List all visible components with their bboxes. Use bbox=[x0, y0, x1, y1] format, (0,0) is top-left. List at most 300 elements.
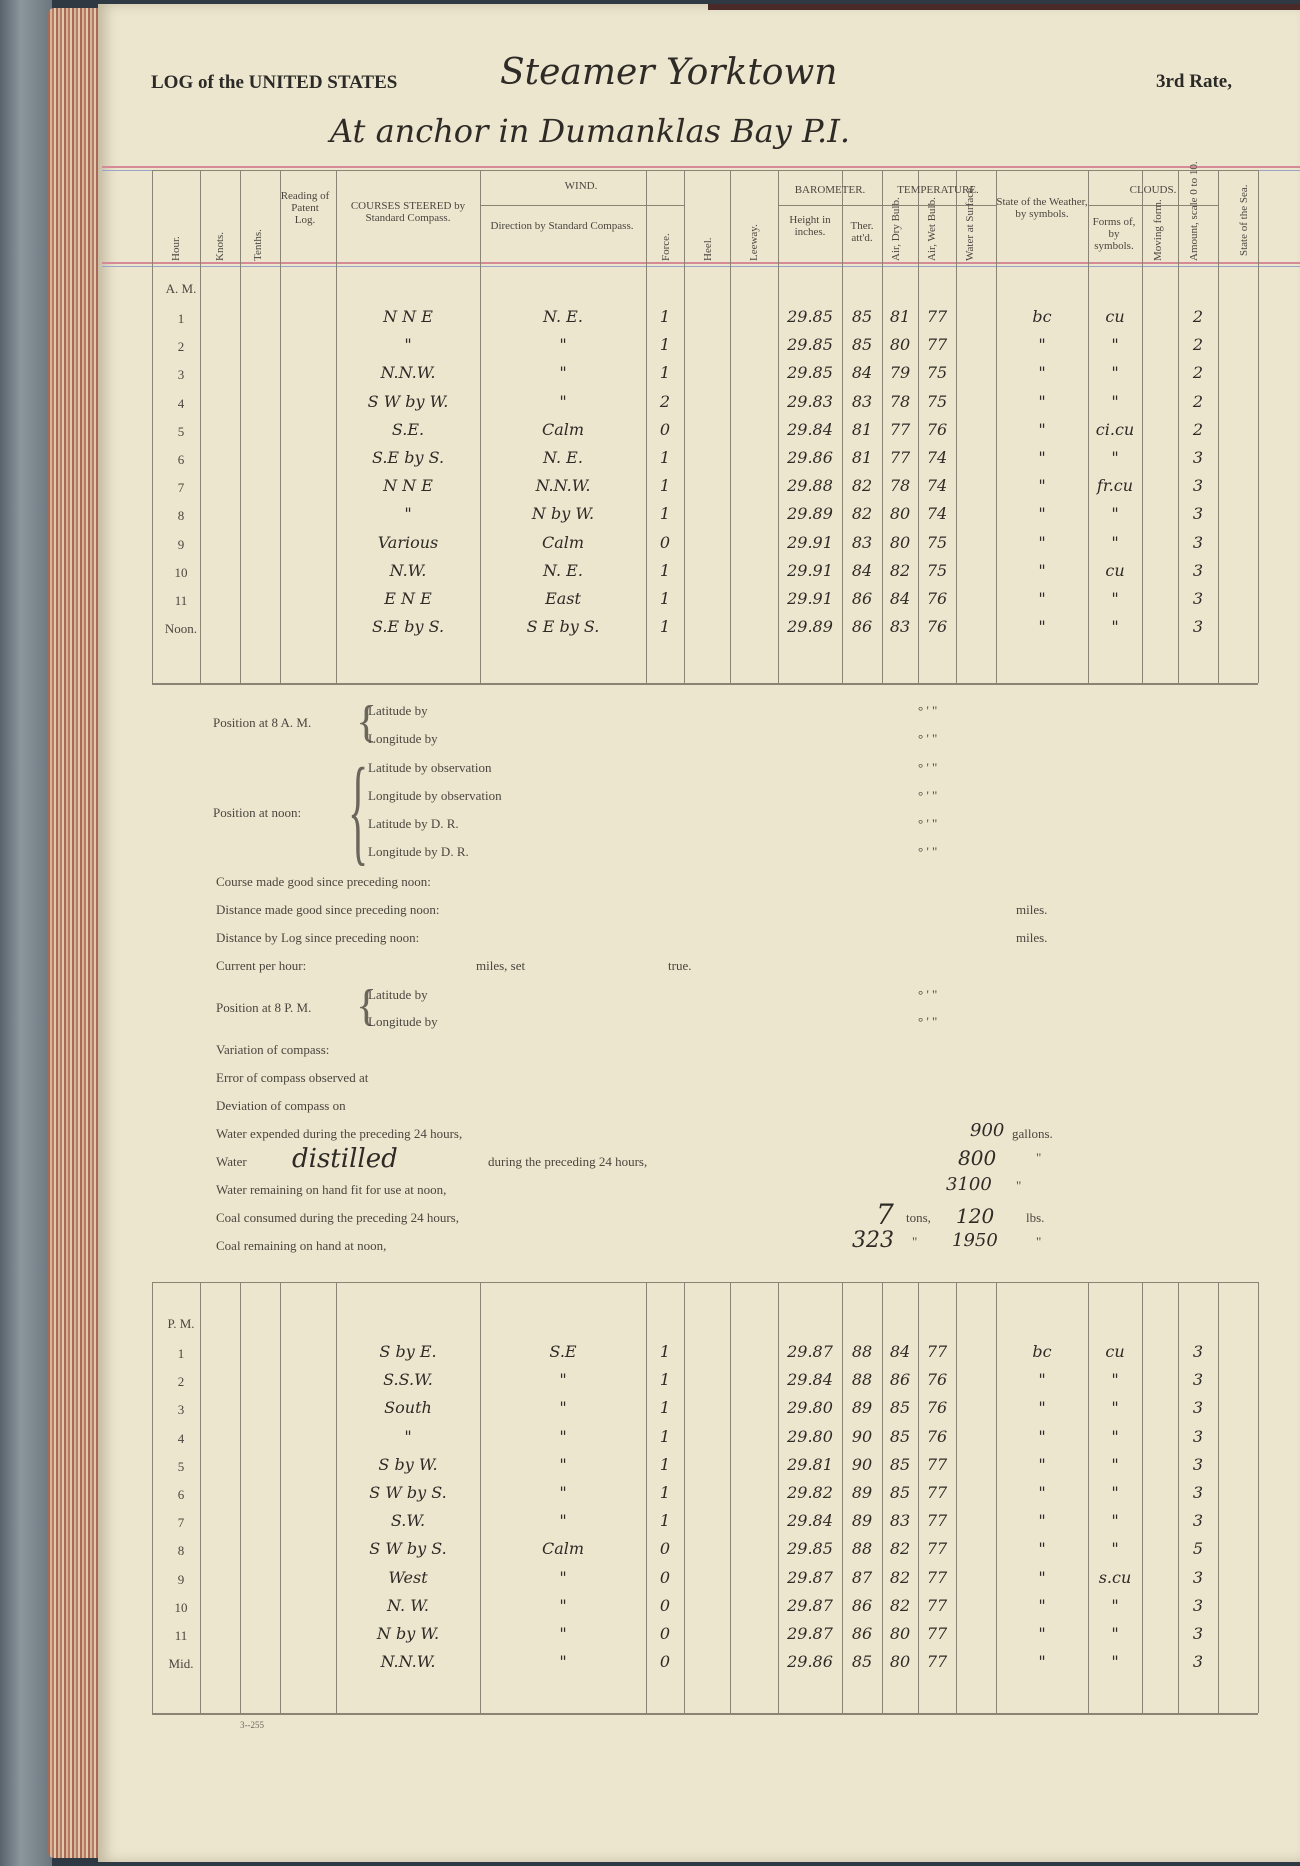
pm-weather-cell: " bbox=[1038, 1511, 1046, 1531]
column-rule bbox=[1258, 1282, 1259, 1713]
pm-weather-cell: " bbox=[1038, 1483, 1046, 1502]
am-wind-dir-cell: Calm bbox=[541, 532, 585, 552]
pm-course-cell: West bbox=[388, 1567, 428, 1587]
pm-course-cell: S.S.W. bbox=[383, 1370, 433, 1390]
pm-baro-cell: 29.87 bbox=[787, 1567, 833, 1587]
am-ther-cell: 81 bbox=[851, 419, 873, 439]
coal-consumed-tons: 7 bbox=[876, 1198, 894, 1231]
coal-lbs-unit: lbs. bbox=[1026, 1210, 1045, 1225]
am-dry-cell: 84 bbox=[889, 589, 911, 608]
pm-amount-cell: 3 bbox=[1192, 1426, 1204, 1446]
column-rule bbox=[280, 170, 281, 683]
pm-force-cell: 0 bbox=[659, 1595, 671, 1615]
pos-8am-lon: Longitude by bbox=[368, 731, 438, 746]
am-force-cell: 1 bbox=[659, 589, 671, 608]
am-hour-label: Noon. bbox=[164, 621, 198, 637]
pm-weather-cell: " bbox=[1038, 1652, 1046, 1672]
am-forms-cell: " bbox=[1111, 617, 1119, 637]
pm-force-cell: 0 bbox=[659, 1567, 671, 1587]
pm-wet-cell: 77 bbox=[926, 1454, 948, 1474]
am-ther-cell: 83 bbox=[851, 532, 873, 552]
col-patent-log: Reading of Patent Log. bbox=[280, 190, 330, 226]
am-weather-cell: " bbox=[1038, 448, 1046, 467]
pm-weather-cell: " bbox=[1038, 1426, 1046, 1446]
am-dry-cell: 78 bbox=[889, 476, 911, 496]
am-amount-cell: 2 bbox=[1192, 363, 1204, 383]
am-wind-dir-cell: East bbox=[545, 589, 581, 608]
pm-force-cell: 1 bbox=[659, 1483, 671, 1502]
am-weather-cell: " bbox=[1038, 532, 1046, 552]
col-heel: Heel. bbox=[702, 237, 714, 261]
am-wind-dir-cell: N. E. bbox=[543, 448, 583, 467]
pm-wet-cell: 76 bbox=[926, 1426, 948, 1446]
am-force-cell: 0 bbox=[659, 532, 671, 552]
pm-dry-cell: 82 bbox=[889, 1539, 911, 1559]
am-hour-label: 3 bbox=[177, 367, 185, 383]
am-dry-cell: 77 bbox=[889, 419, 911, 439]
deg-lat-obs: ° ' " bbox=[918, 760, 938, 775]
col-wind: WIND. bbox=[564, 180, 598, 192]
blue-rule-header bbox=[102, 266, 1300, 267]
am-dry-cell: 79 bbox=[889, 363, 911, 383]
current-miles: miles, set bbox=[476, 958, 526, 973]
pm-wind-dir-cell: Calm bbox=[541, 1539, 585, 1559]
water-label: Water bbox=[216, 1154, 247, 1169]
pm-amount-cell: 3 bbox=[1192, 1624, 1204, 1643]
pos-8am-lat: Latitude by bbox=[368, 703, 428, 718]
am-wet-cell: 75 bbox=[926, 532, 948, 552]
am-hour-label: 1 bbox=[177, 311, 185, 326]
col-cloud-amount: Amount, scale 0 to 10. bbox=[1188, 161, 1200, 261]
pm-weather-cell: " bbox=[1038, 1595, 1046, 1615]
am-force-cell: 1 bbox=[659, 560, 671, 580]
am-course-cell: " bbox=[404, 335, 412, 355]
pos-8pm-lon: Longitude by bbox=[368, 1014, 438, 1029]
am-wet-cell: 77 bbox=[926, 307, 948, 326]
am-wind-dir-cell: " bbox=[559, 363, 567, 383]
am-weather-cell: " bbox=[1038, 391, 1046, 411]
am-forms-cell: ci.cu bbox=[1095, 419, 1135, 439]
am-wind-dir-cell: Calm bbox=[541, 419, 585, 439]
am-amount-cell: 3 bbox=[1192, 617, 1204, 637]
am-amount-cell: 3 bbox=[1192, 560, 1204, 580]
pm-force-cell: 0 bbox=[659, 1652, 671, 1672]
pm-amount-cell: 3 bbox=[1192, 1511, 1204, 1531]
column-rule bbox=[996, 170, 997, 683]
deg-8pm-lon: ° ' " bbox=[918, 1014, 938, 1029]
am-forms-cell: " bbox=[1111, 589, 1119, 608]
pm-weather-cell: " bbox=[1038, 1398, 1046, 1418]
am-course-cell: E N E bbox=[384, 589, 432, 608]
deg-8am-lon: ° ' " bbox=[918, 731, 938, 746]
am-baro-cell: 29.88 bbox=[787, 476, 833, 496]
am-baro-cell: 29.89 bbox=[787, 617, 833, 637]
am-dry-cell: 77 bbox=[889, 448, 911, 467]
am-wind-dir-cell: " bbox=[559, 391, 567, 411]
lon-dr-label: Longitude by D. R. bbox=[368, 844, 469, 859]
pm-hour-label: 11 bbox=[174, 1628, 188, 1643]
pm-forms-cell: " bbox=[1111, 1511, 1119, 1531]
coal-consumed-lbs: 120 bbox=[956, 1204, 995, 1228]
am-amount-cell: 2 bbox=[1192, 419, 1204, 439]
red-rule-top bbox=[102, 166, 1300, 168]
col-force: Force. bbox=[660, 233, 672, 261]
deviation-label: Deviation of compass on bbox=[216, 1098, 346, 1113]
deg-lon-obs: ° ' " bbox=[918, 788, 938, 803]
pm-forms-cell: " bbox=[1111, 1483, 1119, 1502]
am-ther-cell: 86 bbox=[851, 617, 873, 637]
am-ther-cell: 82 bbox=[851, 504, 873, 524]
pm-force-cell: 0 bbox=[659, 1624, 671, 1643]
am-wet-cell: 75 bbox=[926, 363, 948, 383]
am-hour-label: 9 bbox=[177, 536, 185, 552]
pm-dry-cell: 84 bbox=[889, 1342, 911, 1361]
pm-weather-cell: " bbox=[1038, 1539, 1046, 1559]
am-baro-cell: 29.91 bbox=[787, 560, 833, 580]
column-rule bbox=[1258, 170, 1259, 683]
am-amount-cell: 3 bbox=[1192, 476, 1204, 496]
col-air-wet: Air, Wet Bulb. bbox=[926, 197, 938, 261]
am-force-cell: 1 bbox=[659, 307, 671, 326]
am-ther-cell: 84 bbox=[851, 560, 873, 580]
water-remaining-label: Water remaining on hand fit for use at noon, bbox=[216, 1182, 447, 1197]
pm-wind-dir-cell: " bbox=[559, 1567, 567, 1587]
am-dry-cell: 83 bbox=[889, 617, 911, 637]
pm-weather-cell: " bbox=[1038, 1454, 1046, 1474]
pm-amount-cell: 3 bbox=[1192, 1454, 1204, 1474]
am-dry-cell: 78 bbox=[889, 391, 911, 411]
brace-8pm: { bbox=[356, 981, 378, 1030]
pm-hour-label: 3 bbox=[177, 1402, 185, 1418]
deg-8am-lat: ° ' " bbox=[918, 703, 938, 718]
column-rule bbox=[778, 1282, 779, 1713]
column-rule bbox=[240, 1282, 241, 1713]
pm-ther-cell: 85 bbox=[851, 1652, 873, 1672]
distance-log-label: Distance by Log since preceding noon: bbox=[216, 930, 420, 945]
pm-hour-label: 7 bbox=[177, 1515, 185, 1531]
pm-dry-cell: 85 bbox=[889, 1454, 911, 1474]
rate-text: 3rd Rate, bbox=[1156, 71, 1232, 92]
am-wet-cell: 75 bbox=[926, 560, 948, 580]
pm-dry-cell: 86 bbox=[889, 1370, 911, 1390]
col-ther-att: Ther. att'd. bbox=[850, 220, 874, 244]
pm-hour-label: 8 bbox=[177, 1543, 185, 1559]
pm-hour-label: 6 bbox=[177, 1487, 185, 1502]
am-forms-cell: " bbox=[1111, 448, 1119, 467]
pm-wet-cell: 77 bbox=[926, 1483, 948, 1502]
am-dry-cell: 80 bbox=[889, 504, 911, 524]
col-clouds: CLOUDS. bbox=[1129, 184, 1177, 196]
water-gallons: gallons. bbox=[1012, 1126, 1053, 1141]
pm-forms-cell: cu bbox=[1105, 1342, 1125, 1361]
pm-wet-cell: 77 bbox=[926, 1595, 948, 1615]
water-distilled-ditto: " bbox=[1036, 1150, 1042, 1165]
red-rule-header bbox=[102, 262, 1300, 264]
pm-course-cell: S W by S. bbox=[369, 1539, 447, 1559]
column-rule bbox=[480, 170, 481, 683]
am-dry-cell: 82 bbox=[889, 560, 911, 580]
water-remaining-value: 3100 bbox=[946, 1174, 992, 1195]
pm-forms-cell: " bbox=[1111, 1370, 1119, 1390]
coal-remaining-ditto: " bbox=[912, 1234, 918, 1249]
pm-wind-dir-cell: " bbox=[559, 1624, 567, 1643]
pm-forms-cell: " bbox=[1111, 1595, 1119, 1615]
pm-dry-cell: 82 bbox=[889, 1567, 911, 1587]
am-baro-cell: 29.83 bbox=[787, 391, 833, 411]
am-weather-cell: " bbox=[1038, 560, 1046, 580]
am-wet-cell: 74 bbox=[926, 448, 948, 467]
pm-ther-cell: 86 bbox=[851, 1595, 873, 1615]
am-amount-cell: 2 bbox=[1192, 335, 1204, 355]
form-number: 3--255 bbox=[240, 1720, 264, 1730]
variation-label: Variation of compass: bbox=[216, 1042, 330, 1057]
column-rule bbox=[730, 1282, 731, 1713]
pm-force-cell: 1 bbox=[659, 1370, 671, 1390]
rate-label bbox=[1156, 70, 1232, 93]
am-weather-cell: " bbox=[1038, 504, 1046, 524]
pm-baro-cell: 29.82 bbox=[787, 1483, 833, 1502]
am-baro-cell: 29.91 bbox=[787, 589, 833, 608]
pm-dry-cell: 80 bbox=[889, 1624, 911, 1643]
current-true: true. bbox=[668, 958, 692, 973]
pm-weather-cell: bc bbox=[1032, 1342, 1052, 1361]
water-expended-value: 900 bbox=[970, 1120, 1005, 1141]
am-amount-cell: 3 bbox=[1192, 448, 1204, 467]
pm-baro-cell: 29.87 bbox=[787, 1342, 833, 1361]
pm-wind-dir-cell: " bbox=[559, 1426, 567, 1446]
coal-tons-unit: tons, bbox=[906, 1210, 931, 1225]
am-amount-cell: 3 bbox=[1192, 504, 1204, 524]
pm-force-cell: 1 bbox=[659, 1511, 671, 1531]
pm-amount-cell: 3 bbox=[1192, 1342, 1204, 1361]
pos-8pm-lat: Latitude by bbox=[368, 987, 428, 1002]
pm-baro-cell: 29.86 bbox=[787, 1652, 833, 1672]
pm-forms-cell: " bbox=[1111, 1652, 1119, 1672]
col-tenths: Tenths. bbox=[252, 229, 264, 261]
pm-dry-cell: 85 bbox=[889, 1483, 911, 1502]
pm-ther-cell: 89 bbox=[851, 1483, 873, 1502]
am-dry-cell: 80 bbox=[889, 335, 911, 355]
coal-remaining-ditto-2: " bbox=[1036, 1234, 1042, 1249]
am-wind-dir-cell: N. E. bbox=[543, 560, 583, 580]
am-force-cell: 1 bbox=[659, 504, 671, 524]
am-force-cell: 0 bbox=[659, 419, 671, 439]
am-ther-cell: 81 bbox=[851, 448, 873, 467]
pos-8am-label: Position at 8 A. M. bbox=[213, 715, 312, 730]
pm-label: P. M. bbox=[167, 1316, 195, 1331]
column-rule bbox=[480, 1282, 481, 1713]
wind-subheader-rule bbox=[480, 205, 684, 206]
am-forms-cell: " bbox=[1111, 335, 1119, 355]
brace-noon: { bbox=[348, 743, 369, 876]
pm-ther-cell: 90 bbox=[851, 1426, 873, 1446]
am-baro-cell: 29.86 bbox=[787, 448, 833, 467]
coal-remaining-label: Coal remaining on hand at noon, bbox=[216, 1238, 387, 1253]
pm-baro-cell: 29.80 bbox=[787, 1426, 833, 1446]
baro-subheader-rule bbox=[778, 205, 882, 206]
pm-force-cell: 1 bbox=[659, 1426, 671, 1446]
am-wet-cell: 74 bbox=[926, 476, 948, 496]
am-weather-cell: bc bbox=[1032, 307, 1052, 326]
am-hour-label: 5 bbox=[177, 423, 185, 439]
pm-wet-cell: 76 bbox=[926, 1370, 948, 1390]
current-label: Current per hour: bbox=[216, 958, 307, 973]
pm-wind-dir-cell: " bbox=[559, 1454, 567, 1474]
am-amount-cell: 3 bbox=[1192, 532, 1204, 552]
column-rule bbox=[280, 1282, 281, 1713]
pm-ther-cell: 88 bbox=[851, 1342, 873, 1361]
pm-baro-cell: 29.80 bbox=[787, 1398, 833, 1418]
pm-baro-cell: 29.84 bbox=[787, 1511, 833, 1531]
am-ther-cell: 85 bbox=[851, 335, 873, 355]
column-rule bbox=[778, 170, 779, 683]
pm-forms-cell: s.cu bbox=[1098, 1567, 1132, 1587]
coal-remaining-tons: 323 bbox=[852, 1228, 894, 1253]
col-temperature: TEMPERATURE. bbox=[897, 184, 979, 196]
pm-wet-cell: 77 bbox=[926, 1624, 948, 1643]
table-top-border bbox=[152, 1282, 1258, 1283]
pm-course-cell: N by W. bbox=[376, 1624, 440, 1643]
am-weather-cell: " bbox=[1038, 617, 1046, 637]
water-method: distilled bbox=[292, 1144, 398, 1174]
lat-obs-label: Latitude by observation bbox=[368, 760, 492, 775]
pm-dry-cell: 82 bbox=[889, 1595, 911, 1615]
pm-course-cell: " bbox=[404, 1426, 412, 1446]
am-course-cell: S.E by S. bbox=[371, 617, 445, 637]
pm-amount-cell: 3 bbox=[1192, 1595, 1204, 1615]
am-wet-cell: 76 bbox=[926, 419, 948, 439]
am-course-cell: Various bbox=[377, 532, 439, 552]
pm-baro-cell: 29.87 bbox=[787, 1595, 833, 1615]
pm-hour-label: 2 bbox=[177, 1374, 185, 1390]
column-rule bbox=[996, 1282, 997, 1713]
pm-hour-label: 4 bbox=[177, 1430, 185, 1446]
am-forms-cell: " bbox=[1111, 532, 1119, 552]
pm-wind-dir-cell: " bbox=[559, 1398, 567, 1418]
col-courses: COURSES STEERED by Standard Compass. bbox=[350, 200, 466, 224]
table-bottom-border bbox=[152, 683, 1258, 685]
am-force-cell: 1 bbox=[659, 363, 671, 383]
am-hour-label: 10 bbox=[174, 564, 188, 580]
am-weather-cell: " bbox=[1038, 476, 1046, 496]
am-wind-dir-cell: S E by S. bbox=[526, 617, 600, 637]
col-air-dry: Air, Dry Bulb. bbox=[890, 197, 902, 261]
water-remaining-ditto: " bbox=[1016, 1178, 1022, 1193]
am-hour-label: 2 bbox=[177, 339, 185, 355]
am-wet-cell: 76 bbox=[926, 617, 948, 637]
pos-8pm-label: Position at 8 P. M. bbox=[216, 1000, 312, 1015]
pm-amount-cell: 3 bbox=[1192, 1398, 1204, 1418]
col-cloud-moving: Moving form. bbox=[1152, 199, 1164, 261]
am-wet-cell: 76 bbox=[926, 589, 948, 608]
coal-consumed-label: Coal consumed during the preceding 24 hours, bbox=[216, 1210, 459, 1225]
am-forms-cell: " bbox=[1111, 391, 1119, 411]
pm-course-cell: South bbox=[384, 1398, 432, 1418]
pm-baro-cell: 29.81 bbox=[787, 1454, 833, 1474]
column-rule bbox=[336, 170, 337, 683]
am-ther-cell: 86 bbox=[851, 589, 873, 608]
col-knots: Knots. bbox=[214, 231, 226, 261]
am-ther-cell: 82 bbox=[851, 476, 873, 496]
am-hour-label: 11 bbox=[174, 593, 188, 608]
am-wet-cell: 77 bbox=[926, 335, 948, 355]
pm-ther-cell: 87 bbox=[851, 1567, 873, 1587]
pm-ther-cell: 89 bbox=[851, 1398, 873, 1418]
log-title: LOG of the UNITED STATES bbox=[151, 72, 398, 93]
col-leeway: Leeway. bbox=[748, 224, 760, 261]
top-band bbox=[708, 4, 1300, 10]
am-baro-cell: 29.89 bbox=[787, 504, 833, 524]
column-rule bbox=[240, 170, 241, 683]
am-force-cell: 1 bbox=[659, 617, 671, 637]
pm-wind-dir-cell: " bbox=[559, 1652, 567, 1672]
column-rule bbox=[730, 170, 731, 683]
col-barometer: BAROMETER. bbox=[794, 184, 866, 196]
pm-ther-cell: 89 bbox=[851, 1511, 873, 1531]
pm-weather-cell: " bbox=[1038, 1567, 1046, 1587]
pm-ther-cell: 88 bbox=[851, 1539, 873, 1559]
pm-amount-cell: 3 bbox=[1192, 1567, 1204, 1587]
am-wind-dir-cell: N by W. bbox=[531, 504, 595, 524]
pm-amount-cell: 3 bbox=[1192, 1652, 1204, 1672]
am-course-cell: S W by W. bbox=[367, 391, 449, 411]
pm-wet-cell: 77 bbox=[926, 1567, 948, 1587]
am-label: A. M. bbox=[165, 281, 197, 296]
am-wet-cell: 75 bbox=[926, 391, 948, 411]
pm-forms-cell: " bbox=[1111, 1398, 1119, 1418]
am-amount-cell: 2 bbox=[1192, 391, 1204, 411]
pm-amount-cell: 3 bbox=[1192, 1370, 1204, 1390]
pos-noon-label: Position at noon: bbox=[213, 805, 302, 820]
pm-baro-cell: 29.85 bbox=[787, 1539, 833, 1559]
am-course-cell: S.E. bbox=[391, 419, 425, 439]
coal-remaining-lbs: 1950 bbox=[952, 1230, 998, 1251]
distance-made-miles: miles. bbox=[1016, 902, 1048, 917]
am-wind-dir-cell: " bbox=[559, 335, 567, 355]
am-wind-dir-cell: N. E. bbox=[543, 307, 583, 326]
am-course-cell: N N E bbox=[383, 307, 433, 326]
pm-amount-cell: 3 bbox=[1192, 1483, 1204, 1502]
am-forms-cell: " bbox=[1111, 363, 1119, 383]
am-wind-dir-cell: N.N.W. bbox=[535, 476, 591, 496]
am-ther-cell: 83 bbox=[851, 391, 873, 411]
am-dry-cell: 81 bbox=[889, 307, 911, 326]
am-hour-label: 4 bbox=[177, 395, 185, 411]
distance-made-label: Distance made good since preceding noon: bbox=[216, 902, 440, 917]
location-note: At anchor in Dumanklas Bay P.I. bbox=[330, 112, 851, 150]
am-forms-cell: fr.cu bbox=[1096, 476, 1134, 496]
book-spine bbox=[0, 0, 52, 1866]
pm-wet-cell: 77 bbox=[926, 1539, 948, 1559]
pm-force-cell: 0 bbox=[659, 1539, 671, 1559]
pm-course-cell: S by W. bbox=[378, 1454, 438, 1474]
pm-course-cell: N.N.W. bbox=[380, 1652, 436, 1672]
pm-wet-cell: 76 bbox=[926, 1398, 948, 1418]
pm-course-cell: S by E. bbox=[379, 1342, 437, 1361]
vessel-name: Steamer Yorktown bbox=[500, 52, 838, 93]
col-wind-direction: Direction by Standard Compass. bbox=[490, 220, 634, 232]
pm-weather-cell: " bbox=[1038, 1624, 1046, 1643]
pm-hour-label: 5 bbox=[177, 1458, 185, 1474]
am-forms-cell: " bbox=[1111, 504, 1119, 524]
pm-hour-label: 10 bbox=[174, 1599, 188, 1615]
pm-forms-cell: " bbox=[1111, 1624, 1119, 1643]
col-hour: Hour. bbox=[170, 236, 182, 261]
col-sea-state: State of the Sea. bbox=[1238, 184, 1250, 256]
pm-wet-cell: 77 bbox=[926, 1652, 948, 1672]
pm-ther-cell: 90 bbox=[851, 1454, 873, 1474]
am-baro-cell: 29.85 bbox=[787, 363, 833, 383]
